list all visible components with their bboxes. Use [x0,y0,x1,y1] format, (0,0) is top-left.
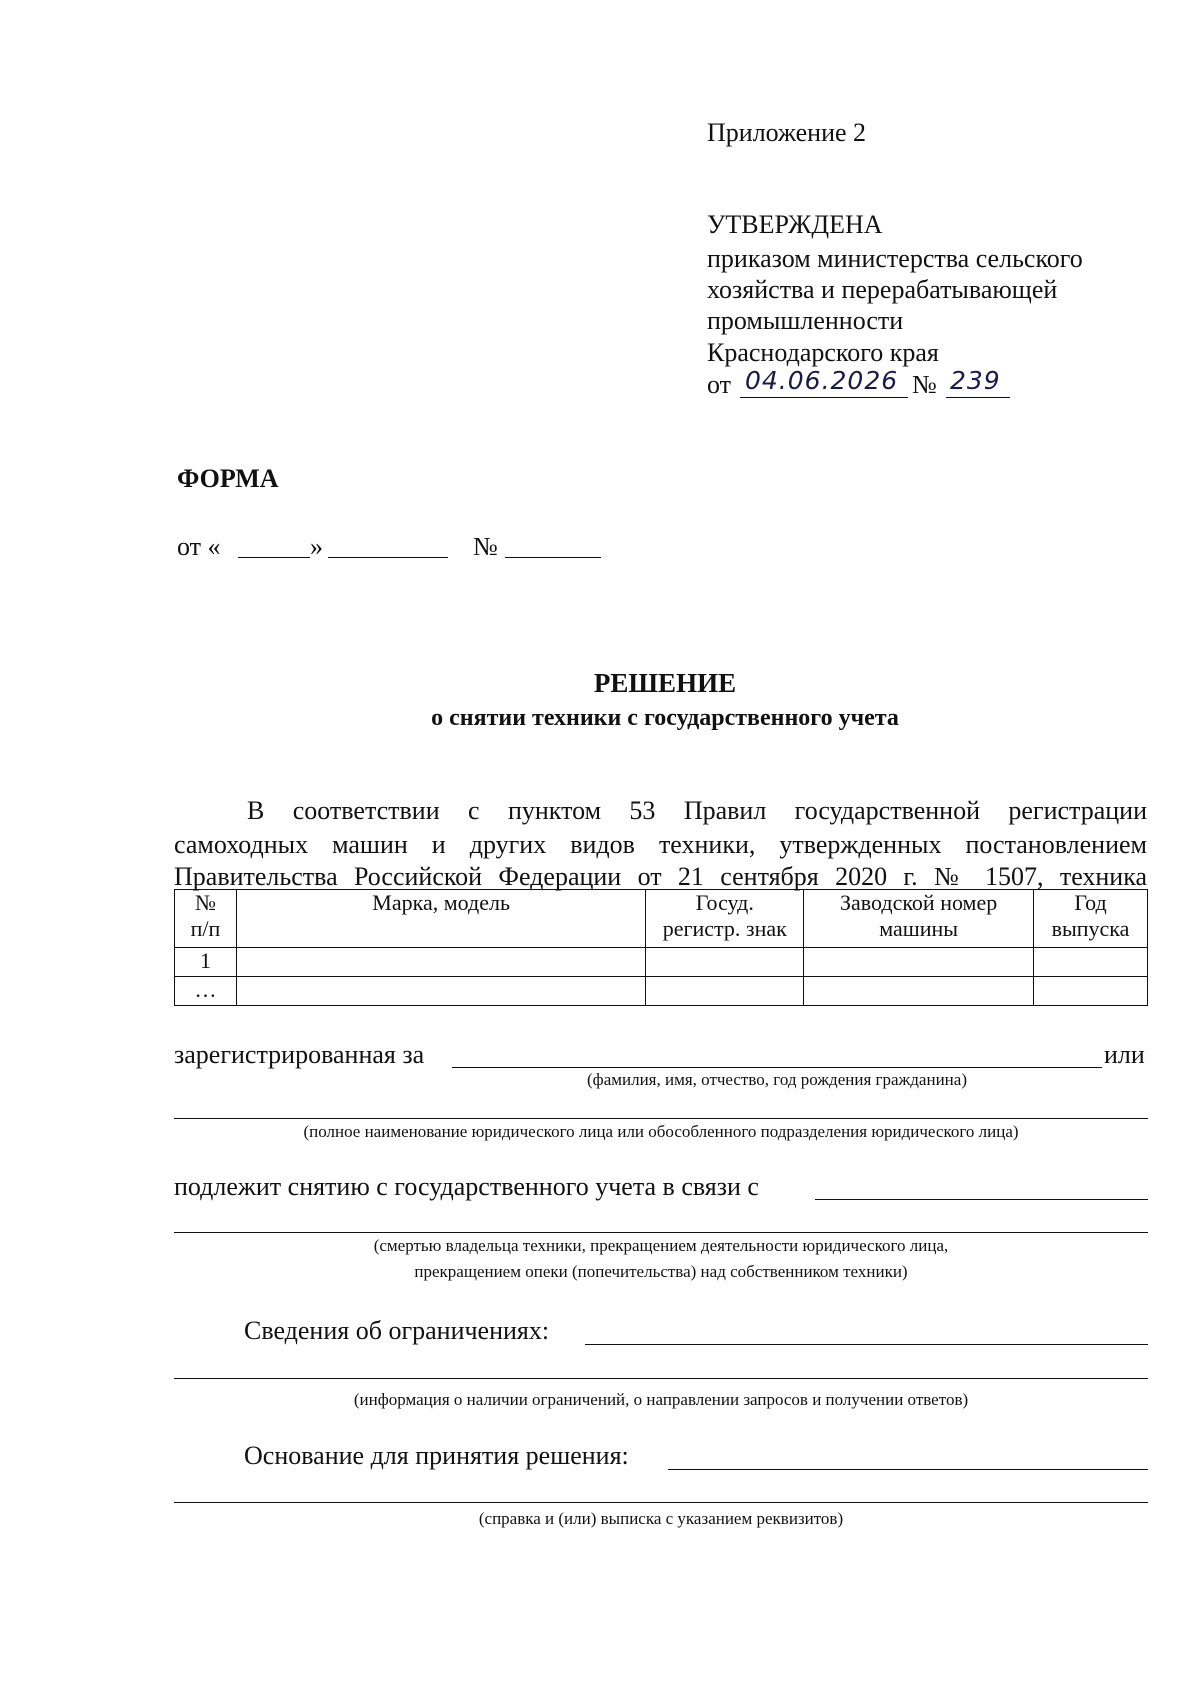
header-serial-number: Заводской номер машины [804,890,1034,948]
row-cell [804,977,1034,1006]
row-cell [1034,977,1148,1006]
header-number: № п/п [175,890,237,948]
row-cell [646,948,804,977]
row-cell [236,977,645,1006]
registered-entity-blank [174,1118,1148,1119]
restrictions-label: Сведения об ограничениях: [244,1316,550,1345]
intro-line-2: самоходных машин и других видов техники, утвержденных постановлением [174,830,1147,859]
removal-label: подлежит снятию с государственного учета в связи с [174,1172,759,1201]
equipment-table [174,889,1148,1006]
basis-label: Основание для принятия решения: [244,1441,629,1470]
header-reg-plate: Госуд. регистр. знак [646,890,804,948]
form-day-blank [238,557,310,558]
approval-from-prefix: от [707,370,732,399]
row-cell [236,948,645,977]
restrictions-blank-2 [174,1378,1148,1379]
document-title: РЕШЕНИЕ [593,668,737,698]
removal-reason-blank-2 [174,1232,1148,1233]
form-label: ФОРМА [177,464,279,493]
removal-reason-blank [815,1199,1148,1200]
approval-heading: УТВЕРЖДЕНА [707,210,883,239]
basis-blank-2 [174,1502,1148,1503]
form-number-sign: № [473,532,498,561]
basis-caption: (справка и (или) выписка с указанием реквизитов) [478,1509,844,1528]
header-year: Год выпуска [1034,890,1148,948]
approval-number-handwritten: 239 [950,366,1001,395]
document-subtitle: о снятии техники с государственного учета [431,705,899,731]
approval-number-sign: № [912,370,937,399]
approval-line: промышленности [707,306,904,335]
form-quote-close: » [310,532,323,561]
row-cell [1034,948,1148,977]
intro-line-1: В соответствии с пунктом 53 Правил государственной регистрации [247,796,1147,825]
removal-caption-line-1: (смертью владельца техники, прекращением деятельности юридического лица, [373,1236,949,1255]
registered-person-caption: (фамилия, имя, отчество, год рождения гражданина) [587,1070,967,1089]
registered-entity-caption: (полное наименование юридического лица или обособленного подразделения юридического лица) [303,1122,1019,1141]
restrictions-blank [585,1344,1148,1345]
form-number-blank [505,557,601,558]
appendix-label: Приложение 2 [707,118,867,147]
basis-blank [668,1469,1148,1470]
registered-person-blank [452,1067,1102,1068]
row-number: 1 [175,948,237,977]
row-cell [804,948,1034,977]
header-brand-model: Марка, модель [236,890,645,948]
form-from-prefix: от « [177,532,221,561]
approval-line: приказом министерства сельского [707,244,1083,273]
form-month-blank [328,557,448,558]
approval-number-underline [946,397,1010,398]
row-cell [646,977,804,1006]
approval-line: Краснодарского края [707,338,939,367]
approval-date-handwritten: 04.06.2026 [745,366,899,395]
table-header-row [175,890,1148,948]
registered-label: зарегистрированная за [174,1040,425,1069]
registered-or: или [1104,1040,1145,1069]
restrictions-caption: (информация о наличии ограничений, о направлении запросов и получении ответов) [353,1390,969,1409]
table-row [175,948,1148,977]
removal-caption-line-2: прекращением опеки (попечительства) над собственником техники) [414,1262,908,1281]
table-row [175,977,1148,1006]
approval-date-underline [740,397,908,398]
approval-line: хозяйства и перерабатывающей [707,275,1058,304]
intro-line-3: Правительства Российской Федерации от 21 сентября 2020 г. № 1507, техника [174,862,1147,891]
row-number: … [175,977,237,1006]
